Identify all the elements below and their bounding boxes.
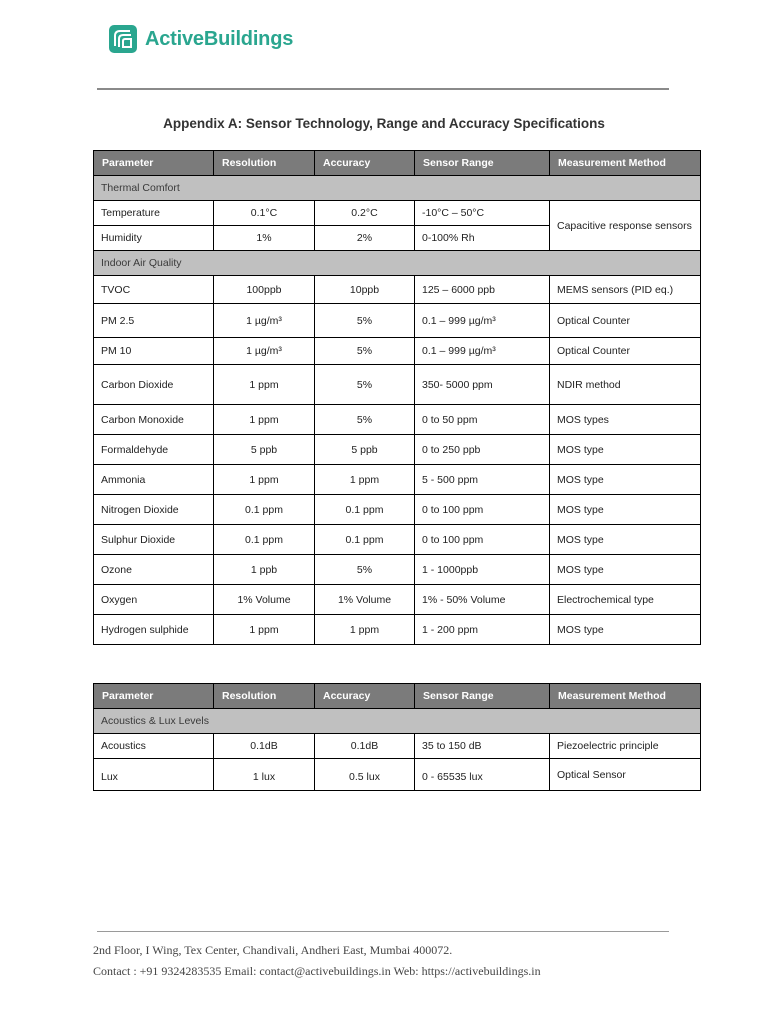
cell-parameter: Formaldehyde <box>94 435 214 465</box>
footer-address: 2nd Floor, I Wing, Tex Center, Chandivali, Andheri East, Mumbai 400072. <box>93 943 453 957</box>
section-label: Acoustics & Lux Levels <box>94 709 701 734</box>
header-resolution: Resolution <box>214 684 315 709</box>
cell-resolution: 0.1 ppm <box>214 525 315 555</box>
cell-sensor-range: 350- 5000 ppm <box>415 365 550 405</box>
cell-parameter: PM 2.5 <box>94 304 214 338</box>
cell-sensor-range: 125 – 6000 ppb <box>415 276 550 304</box>
cell-measurement-method: Electrochemical type <box>550 585 701 615</box>
cell-sensor-range: 1 - 200 ppm <box>415 615 550 645</box>
table-header-row <box>94 151 701 176</box>
cell-parameter: Carbon Dioxide <box>94 365 214 405</box>
cell-measurement-method: Capacitive response sensors <box>550 201 701 251</box>
cell-accuracy: 0.1dB <box>315 734 415 759</box>
header-measurement-method: Measurement Method <box>550 151 701 176</box>
section-label: Thermal Comfort <box>94 176 701 201</box>
cell-measurement-method: MOS type <box>550 555 701 585</box>
cell-resolution: 5 ppb <box>214 435 315 465</box>
cell-parameter: Humidity <box>94 226 214 251</box>
cell-accuracy: 5 ppb <box>315 435 415 465</box>
cell-sensor-range: -10°C – 50°C <box>415 201 550 226</box>
cell-accuracy: 5% <box>315 338 415 365</box>
cell-resolution: 1 ppm <box>214 405 315 435</box>
acoustics-lux-table <box>93 683 701 791</box>
cell-parameter: Carbon Monoxide <box>94 405 214 435</box>
table-row <box>94 338 701 365</box>
cell-sensor-range: 0 to 50 ppm <box>415 405 550 435</box>
cell-accuracy: 0.5 lux <box>315 759 415 791</box>
table-header-row <box>94 684 701 709</box>
cell-parameter: Temperature <box>94 201 214 226</box>
sensor-spec-table <box>93 150 701 645</box>
header-sensor-range: Sensor Range <box>415 684 550 709</box>
cell-resolution: 100ppb <box>214 276 315 304</box>
cell-accuracy: 0.1 ppm <box>315 525 415 555</box>
cell-sensor-range: 1% - 50% Volume <box>415 585 550 615</box>
cell-measurement-method: NDIR method <box>550 365 701 405</box>
table-row <box>94 555 701 585</box>
cell-sensor-range: 0 - 65535 lux <box>415 759 550 791</box>
table-row <box>94 495 701 525</box>
cell-sensor-range: 0.1 – 999 µg/m³ <box>415 338 550 365</box>
section-row-indoor-air-quality <box>94 251 701 276</box>
cell-parameter: Ammonia <box>94 465 214 495</box>
cell-accuracy: 5% <box>315 365 415 405</box>
cell-resolution: 1% <box>214 226 315 251</box>
cell-resolution: 1% Volume <box>214 585 315 615</box>
page-title: Appendix A: Sensor Technology, Range and Accuracy Specifications <box>163 116 605 131</box>
cell-accuracy: 5% <box>315 555 415 585</box>
cell-sensor-range: 1 - 1000ppb <box>415 555 550 585</box>
table-row <box>94 734 701 759</box>
table-row <box>94 615 701 645</box>
cell-resolution: 0.1°C <box>214 201 315 226</box>
table-row <box>94 585 701 615</box>
header-parameter: Parameter <box>94 151 214 176</box>
cell-accuracy: 1% Volume <box>315 585 415 615</box>
header-accuracy: Accuracy <box>315 684 415 709</box>
section-row-acoustics-lux <box>94 709 701 734</box>
footer-contact: Contact : +91 9324283535 Email: contact@activebuildings.in Web: https://activebuildings.in <box>93 964 541 978</box>
cell-accuracy: 0.2°C <box>315 201 415 226</box>
cell-sensor-range: 35 to 150 dB <box>415 734 550 759</box>
header-divider <box>97 88 669 90</box>
cell-parameter: Lux <box>94 759 214 791</box>
cell-accuracy: 10ppb <box>315 276 415 304</box>
cell-measurement-method: Piezoelectric principle <box>550 734 701 759</box>
cell-accuracy: 5% <box>315 304 415 338</box>
cell-sensor-range: 0 to 100 ppm <box>415 495 550 525</box>
activebuildings-logo-icon <box>108 24 138 54</box>
header-parameter: Parameter <box>94 684 214 709</box>
cell-measurement-method: MEMS sensors (PID eq.) <box>550 276 701 304</box>
table-row <box>94 304 701 338</box>
cell-measurement-method: MOS type <box>550 465 701 495</box>
footer-divider <box>97 931 669 932</box>
header-resolution: Resolution <box>214 151 315 176</box>
table-row <box>94 465 701 495</box>
cell-measurement-method: MOS type <box>550 435 701 465</box>
cell-parameter: Oxygen <box>94 585 214 615</box>
cell-resolution: 1 ppb <box>214 555 315 585</box>
table-row <box>94 201 701 226</box>
header-measurement-method: Measurement Method <box>550 684 701 709</box>
cell-sensor-range: 0.1 – 999 µg/m³ <box>415 304 550 338</box>
header-sensor-range: Sensor Range <box>415 151 550 176</box>
table-row <box>94 525 701 555</box>
cell-parameter: Nitrogen Dioxide <box>94 495 214 525</box>
table-row <box>94 365 701 405</box>
cell-accuracy: 2% <box>315 226 415 251</box>
section-label: Indoor Air Quality <box>94 251 701 276</box>
cell-parameter: TVOC <box>94 276 214 304</box>
cell-parameter: Ozone <box>94 555 214 585</box>
header-accuracy: Accuracy <box>315 151 415 176</box>
table-row <box>94 276 701 304</box>
cell-resolution: 0.1dB <box>214 734 315 759</box>
cell-parameter: PM 10 <box>94 338 214 365</box>
cell-measurement-method: MOS type <box>550 525 701 555</box>
cell-measurement-method: Optical Counter <box>550 304 701 338</box>
cell-sensor-range: 5 - 500 ppm <box>415 465 550 495</box>
table-row <box>94 759 701 791</box>
cell-measurement-method: MOS types <box>550 405 701 435</box>
cell-resolution: 0.1 ppm <box>214 495 315 525</box>
cell-resolution: 1 ppm <box>214 465 315 495</box>
cell-accuracy: 1 ppm <box>315 615 415 645</box>
cell-accuracy: 1 ppm <box>315 465 415 495</box>
cell-resolution: 1 ppm <box>214 365 315 405</box>
cell-resolution: 1 ppm <box>214 615 315 645</box>
brand-name: ActiveBuildings <box>145 27 294 50</box>
cell-measurement-method: Optical Sensor <box>550 759 701 791</box>
table-row <box>94 435 701 465</box>
cell-parameter: Sulphur Dioxide <box>94 525 214 555</box>
table-row <box>94 405 701 435</box>
brand-logo <box>108 24 293 54</box>
cell-resolution: 1 µg/m³ <box>214 338 315 365</box>
section-row-thermal-comfort <box>94 176 701 201</box>
cell-resolution: 1 µg/m³ <box>214 304 315 338</box>
cell-accuracy: 5% <box>315 405 415 435</box>
cell-sensor-range: 0 to 250 ppb <box>415 435 550 465</box>
cell-parameter: Hydrogen sulphide <box>94 615 214 645</box>
cell-measurement-method: Optical Counter <box>550 338 701 365</box>
cell-parameter: Acoustics <box>94 734 214 759</box>
cell-measurement-method: MOS type <box>550 495 701 525</box>
cell-resolution: 1 lux <box>214 759 315 791</box>
cell-measurement-method: MOS type <box>550 615 701 645</box>
cell-sensor-range: 0 to 100 ppm <box>415 525 550 555</box>
cell-sensor-range: 0-100% Rh <box>415 226 550 251</box>
cell-accuracy: 0.1 ppm <box>315 495 415 525</box>
